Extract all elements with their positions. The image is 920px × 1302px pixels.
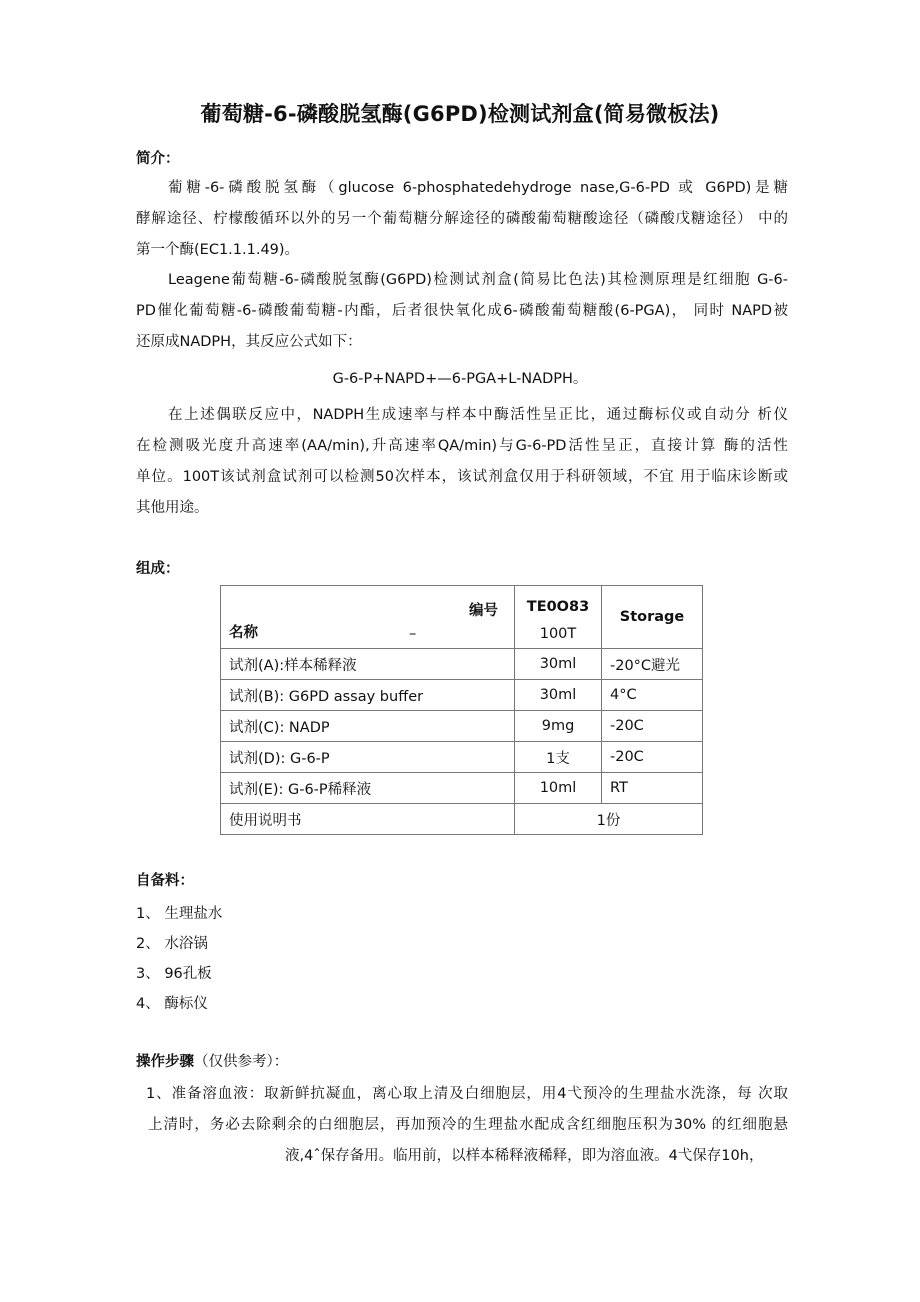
row-name: 试剂(A):样本稀释液 <box>221 649 515 680</box>
header-name-label: 名称 <box>229 625 258 641</box>
intro-p3-line1: 在上述偶联反应中，NADPH生成速率与样本中酶活性呈正比，通过酶标仪或自动分 析仪 <box>168 407 788 423</box>
header-storage: Storage <box>602 586 703 649</box>
intro-p1-line2: 酵解途径、柠檬酸循环以外的另一个葡萄糖分解途径的磷酸葡萄糖酸途径（磷酸戊糖途径） 中的 <box>136 211 788 227</box>
list-item: 1、 生理盐水 <box>136 906 223 922</box>
row-amount: 9mg <box>515 711 602 742</box>
row-name: 试剂(B): G6PD assay buffer <box>221 680 515 711</box>
manual-amount: 1份 <box>515 804 703 835</box>
intro-p2-line1: Leagene葡萄糖-6-磷酸脱氢酶(G6PD)检测试剂盒(简易比色法)其检测原理是红细胞 G-6- <box>168 272 788 288</box>
reaction-formula: G-6-P+NAPD+—6-PGA+L-NADPH。 <box>332 371 588 387</box>
intro-p3-line4: 其他用途。 <box>136 500 209 516</box>
row-amount: 10ml <box>515 773 602 804</box>
intro-p1-line3: 第一个酶(EC1.1.1.49)。 <box>136 242 300 258</box>
row-storage: RT <box>602 773 703 804</box>
table-row <box>221 711 703 742</box>
header-quantity: 100T <box>539 626 577 642</box>
list-item: 4、 酶标仪 <box>136 996 208 1012</box>
row-storage: 4°C <box>602 680 703 711</box>
row-name: 试剂(E): G-6-P稀释液 <box>221 773 515 804</box>
table-row-manual <box>221 804 703 835</box>
document-title: 葡萄糖-6-磷酸脱氢酶(G6PD)检测试剂盒(简易微板法) <box>200 102 720 126</box>
table-row <box>221 680 703 711</box>
header-catalog: TE0O83 <box>526 599 590 615</box>
composition-heading: 组成： <box>136 561 180 577</box>
step1-line3: 液,4ˆ保存备用。临用前，以样本稀释液稀释，即为溶血液。4弋保存10h， <box>285 1148 764 1164</box>
procedure-heading-text: 操作步骤 <box>136 1054 194 1070</box>
intro-p1-line1: 葡糖-6-磷酸脱氢酶（glucose 6-phosphatedehydroge nase,G-6-PD 或 G6PD)是糖 <box>168 180 788 196</box>
table-row <box>221 742 703 773</box>
header-catalog-cell <box>515 586 602 649</box>
header-code-label: 编号 <box>469 603 498 619</box>
list-item: 3、 96孔板 <box>136 966 212 982</box>
row-amount: 30ml <box>515 680 602 711</box>
row-storage: -20C <box>602 711 703 742</box>
intro-p2-line3: 还原成NADPH，其反应公式如下： <box>136 334 362 350</box>
row-name: 试剂(C): NADP <box>221 711 515 742</box>
procedure-heading <box>136 1050 288 1071</box>
header-dash: – <box>409 626 417 642</box>
table-row <box>221 773 703 804</box>
composition-table <box>220 585 703 835</box>
step1-line1: 1、准备溶血液：取新鲜抗凝血，离心取上清及白细胞层，用4弋预冷的生理盐水洗涤，每 次取 <box>146 1086 788 1102</box>
intro-p2-line2: PD催化葡萄糖-6-磷酸葡萄糖-内酯，后者很快氧化成6-磷酸葡萄糖酸(6-PGA)， 同时 NAPD被 <box>136 303 788 319</box>
materials-heading: 自备料： <box>136 873 194 889</box>
header-name-cell <box>221 586 515 649</box>
intro-p3-line3: 单位。100T该试剂盒试剂可以检测50次样本，该试剂盒仅用于科研领域，不宜 用于临床诊断或 <box>136 469 788 485</box>
row-name: 试剂(D): G-6-P <box>221 742 515 773</box>
procedure-heading-note: （仅供参考）： <box>194 1054 289 1070</box>
row-amount: 30ml <box>515 649 602 680</box>
step1-line2: 上清时，务必去除剩余的白细胞层，再加预冷的生理盐水配成含红细胞压积为30% 的红细胞悬 <box>148 1117 788 1133</box>
intro-heading: 简介： <box>136 151 180 167</box>
intro-p3-line2: 在检测吸光度升高速率(AA/min),升高速率QA/min)与G-6-PD活性呈正，直接计算 酶的活性 <box>136 438 788 454</box>
row-storage: -20C <box>602 742 703 773</box>
row-storage: -20°C避光 <box>602 649 703 680</box>
row-amount: 1支 <box>515 742 602 773</box>
list-item: 2、 水浴锅 <box>136 936 208 952</box>
table-header-row <box>221 586 703 649</box>
table-row <box>221 649 703 680</box>
manual-name: 使用说明书 <box>221 804 515 835</box>
